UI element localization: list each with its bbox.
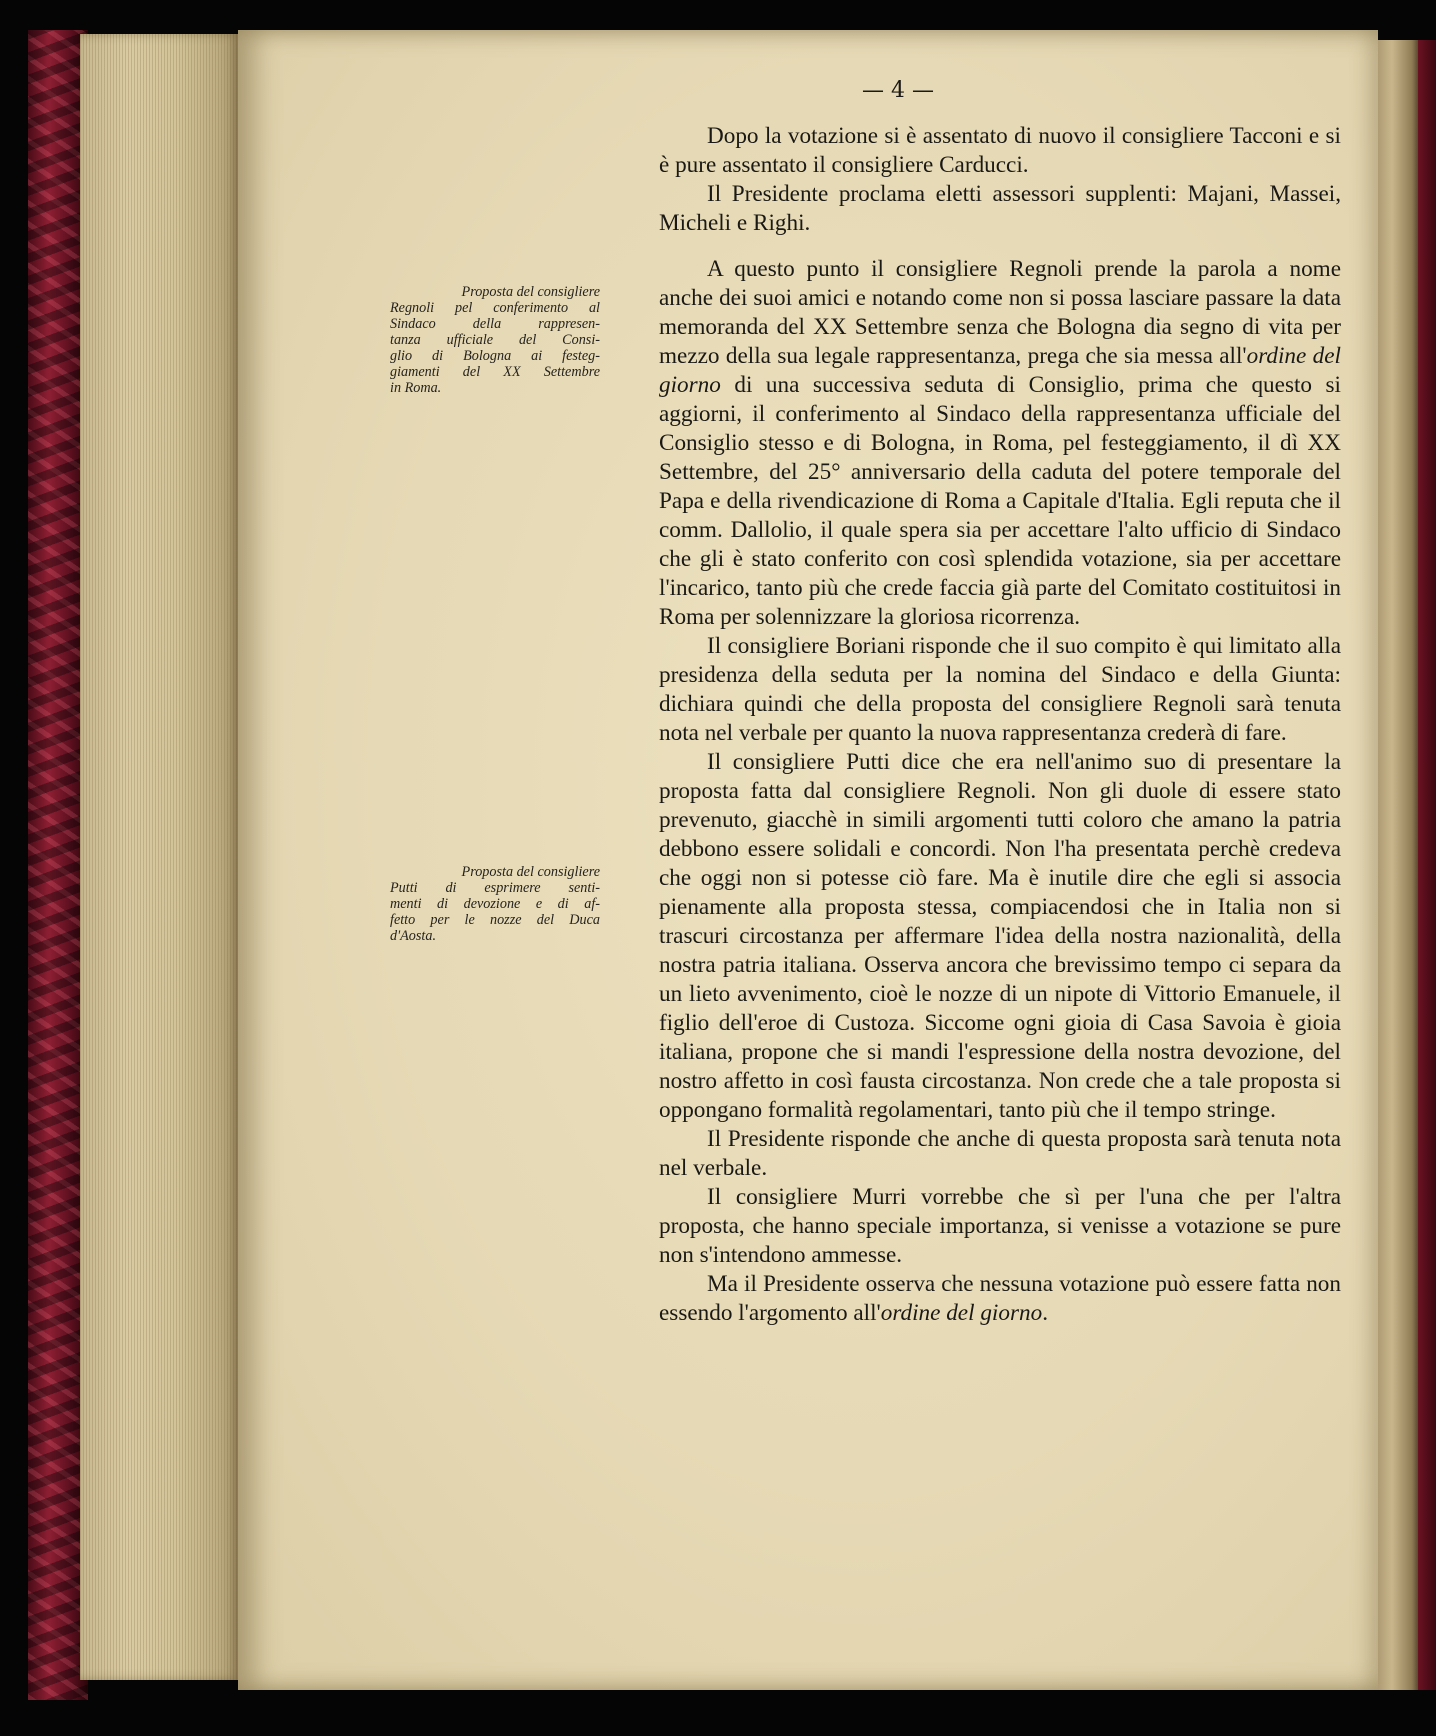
margin-note-line: Sindaco della rappresen- [390,316,600,332]
marbled-cover-left [28,30,88,1700]
italic-phrase: ordine del giorno [880,1300,1043,1326]
margin-note-line: Regnoli pel conferimento al [390,300,600,316]
margin-note-line: Proposta del consigliere [461,864,600,880]
paragraph [659,180,1341,238]
facing-page-edge [1372,40,1422,1690]
paragraph-text: di una successiva seduta di Consiglio, prima che questo si aggiorni, il conferimento al Sindaco della rappresentanza ufficiale del Consiglio stesso e di Bologna, in Roma, pel festeggiamento, il dì XX Settembre, del 25° anniversario della caduta del potere temporale del Papa e della rivendicazione di Roma a Capitale d'Italia. Egli reputa che il comm. Dallolio, il quale spera sia per accettare l'alto ufficio di Sindaco che gli è stato conferito con così splendida votazione, sia per accettare l'incarico, tanto più che crede faccia già parte del Comitato costituitosi in Roma per solennizzare la gloriosa ricorrenza. [659,372,1341,630]
paragraph [659,1183,1341,1270]
paragraph-text: Il Presidente risponde che anche di questa proposta sarà tenuta nota nel verbale. [659,1126,1341,1181]
stacked-page-edges [80,34,240,1680]
paragraph-text: Il Presidente proclama eletti assessori supplenti: Majani, Massei, Micheli e Righi. [659,181,1341,236]
paragraph [659,632,1341,748]
margin-note-line: in Roma. [390,380,442,396]
margin-note-line: Proposta del consigliere [461,284,600,300]
page-number: — 4 — [862,78,934,103]
paragraph [659,255,1341,632]
margin-note-line: menti di devozione e di af- [390,896,600,912]
paragraph [659,748,1341,1125]
book-page [238,30,1378,1690]
paragraph [659,122,1341,180]
paragraph [659,1270,1341,1328]
margin-note-line: Putti di esprimere senti- [390,880,600,896]
margin-note-regnoli [390,284,600,396]
paragraph-text: Il consigliere Murri vorrebbe che sì per l'una che per l'altra proposta, che hanno speciale importanza, si venisse a votazione se pure non s'intendono ammesse. [659,1184,1341,1268]
paragraph [659,1125,1341,1183]
italic-phrase: ordine del giorno [659,343,1342,398]
marbled-cover-right [1418,40,1436,1690]
paragraph-text: Il consigliere Putti dice che era nell'animo suo di presentare la proposta fatta dal consigliere Regnoli. Non gli duole di essere stato prevenuto, giacchè in simili argomenti tutti coloro che amano la patria debbono essere solidali e concordi. Non l'ha presentata perchè credeva che oggi non si potesse ciò fare. Ma è inutile dire che egli si associa pienamente alla proposta stessa, compiacendosi che in Italia non si trascuri circostanza per affermare l'idea della nostra nazionalità, della nostra patria italiana. Osserva ancora che brevissimo tempo ci separa da un lieto avvenimento, cioè le nozze di un nipote di Vittorio Emanuele, il figlio dell'eroe di Custoza. Siccome ogni gioia di Casa Savoia è gioia italiana, propone che si mandi l'espressione della nostra devozione, del nostro affetto in così fausta circostanza. Non crede che a tale proposta si oppongano formalità regolamentari, tanto più che il tempo stringe. [659,749,1341,1123]
body-text [659,122,1341,1328]
margin-note-line: giamenti del XX Settembre [390,364,600,380]
paragraph-text: . [1042,1300,1048,1326]
paragraph-text: Ma il Presidente osserva che nessuna votazione può essere fatta non essendo l'argomento all' [659,1271,1341,1326]
margin-note-line: d'Aosta. [390,928,436,944]
paragraph-text: A questo punto il consigliere Regnoli prende la parola a nome anche dei suoi amici e notando come non si possa lasciare passare la data memoranda del XX Settembre senza che Bologna dia segno di vita per mezzo della sua legale rappresentanza, prega che sia messa all' [659,256,1341,369]
paragraph-text: Il consigliere Boriani risponde che il suo compito è qui limitato alla presidenza della seduta per la nomina del Sindaco e della Giunta: dichiara quindi che della proposta del consigliere Regnoli sarà tenuta nota nel verbale per quanto la nuova rappresentanza crederà di fare. [659,633,1341,746]
margin-note-line: fetto per le nozze del Duca [390,912,600,928]
paragraph-text: Dopo la votazione si è assentato di nuovo il consigliere Tacconi e si è pure assentato il consigliere Carducci. [659,123,1341,178]
margin-note-line: glio di Bologna ai festeg- [390,348,600,364]
margin-note-line: tanza ufficiale del Consi- [390,332,600,348]
margin-note-putti [390,864,600,944]
